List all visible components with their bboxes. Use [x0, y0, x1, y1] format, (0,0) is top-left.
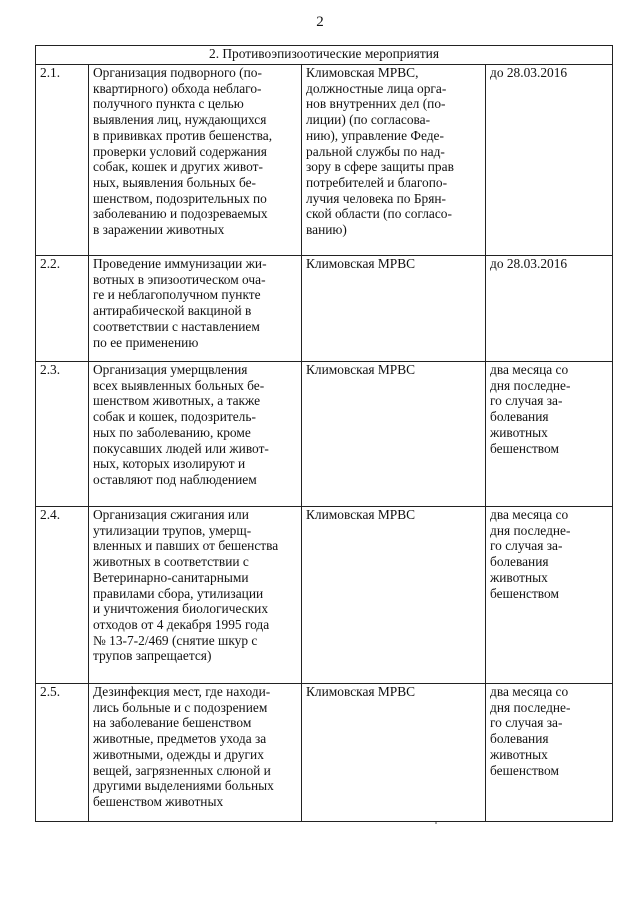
cell-line: бешенством — [490, 762, 559, 778]
cell-line: бешенством — [490, 585, 559, 601]
cell-line: Дезинфекция мест, где находи- — [93, 684, 271, 699]
cell-line: ных, которых изолируют и — [93, 456, 246, 472]
measure-description — [89, 684, 302, 822]
responsible-organization — [302, 507, 486, 684]
row-number: 2.4. — [36, 507, 89, 684]
cell-line: Климовская МРВС, — [306, 65, 419, 80]
cell-line: два месяца со — [490, 362, 569, 377]
cell-line: бешенством — [490, 440, 559, 456]
cell-line: животных — [490, 424, 548, 440]
cell-line: животные, предметов ухода за — [93, 731, 267, 747]
cell-line: должностные лица орга- — [306, 80, 447, 96]
cell-line: заболеванию и подозреваемых — [93, 206, 268, 222]
cell-line: дня последне- — [490, 377, 571, 393]
cell-line: всех выявленных больных бе- — [93, 377, 265, 393]
cell-line: лись больные и с подозрением — [93, 699, 268, 715]
measure-description — [89, 362, 302, 507]
cell-line: болевания — [490, 731, 549, 747]
deadline — [486, 65, 613, 256]
measure-description — [89, 65, 302, 256]
table-row — [36, 65, 613, 256]
cell-line: вотных в эпизоотическом оча- — [93, 271, 266, 287]
cell-line: дня последне- — [490, 699, 571, 715]
cell-line: до 28.03.2016 — [490, 256, 568, 271]
cell-line: собак, кошек и других живот- — [93, 159, 263, 175]
responsible-organization — [302, 65, 486, 256]
cell-line: трупов запрещается) — [93, 648, 212, 664]
cell-line: зору в сфере защиты прав — [306, 159, 454, 175]
row-number: 2.3. — [36, 362, 89, 507]
deadline — [486, 507, 613, 684]
cell-line: го случая за- — [490, 393, 563, 409]
measure-description — [89, 507, 302, 684]
cell-line: квартирного) обхода неблаго- — [93, 80, 262, 96]
responsible-organization — [302, 256, 486, 362]
responsible-organization — [302, 684, 486, 822]
cell-line: животных — [490, 746, 548, 762]
table-row — [36, 256, 613, 362]
cell-line: бешенством животных — [93, 793, 224, 809]
section-header-row — [36, 46, 613, 65]
table-row — [36, 684, 613, 822]
cell-line: в прививках против бешенства, — [93, 127, 273, 143]
cell-line: шенством, подозрительных по — [93, 190, 267, 206]
cell-line: Климовская МРВС — [306, 362, 416, 377]
cell-line: два месяца со — [490, 684, 569, 699]
cell-line: нов внутренних дел (по- — [306, 96, 446, 112]
cell-line: лиции) (по согласова- — [306, 112, 431, 128]
row-number: 2.2. — [36, 256, 89, 362]
cell-line: ных, выявления больных бе- — [93, 174, 257, 190]
row-number: 2.5. — [36, 684, 89, 822]
cell-line: ской области (по согласо- — [306, 206, 452, 222]
cell-line: на заболевание бешенством — [93, 715, 252, 731]
cell-line: оставляют под наблюдением — [93, 471, 257, 487]
cell-line: потребителей и благопо- — [306, 174, 448, 190]
scan-speck — [435, 822, 437, 824]
cell-line: другими выделениями больных — [93, 778, 274, 794]
cell-line: антирабической вакциной в — [93, 303, 252, 319]
cell-line: утилизации трупов, умерщ- — [93, 522, 252, 538]
page-number: 2 — [316, 14, 324, 30]
cell-line: го случая за- — [490, 715, 563, 731]
cell-line: соответствии с наставлением — [93, 318, 260, 334]
cell-line: отходов от 4 декабря 1995 года — [93, 616, 270, 632]
deadline — [486, 362, 613, 507]
cell-line: шенством животных, а также — [93, 393, 261, 409]
cell-line: Ветеринарно-санитарными — [93, 569, 249, 585]
cell-line: ных по заболеванию, кроме — [93, 424, 251, 440]
cell-line: дня последне- — [490, 522, 571, 538]
responsible-organization — [302, 362, 486, 507]
cell-line: вещей, загрязненных слюной и — [93, 762, 271, 778]
cell-line: ральной службы по над- — [306, 143, 445, 159]
cell-line: лучия человека по Брян- — [306, 190, 446, 206]
cell-line: проверки условий содержания — [93, 143, 267, 159]
cell-line: нию), управление Феде- — [306, 127, 444, 143]
cell-line: болевания — [490, 409, 549, 425]
row-number: 2.1. — [36, 65, 89, 256]
cell-line: собак и кошек, подозритель- — [93, 409, 256, 425]
cell-line: вленных и павших от бешенства — [93, 538, 279, 554]
section-title: 2. Противоэпизоотические мероприятия — [36, 46, 613, 65]
cell-line: два месяца со — [490, 507, 569, 522]
cell-line: животными, одежды и других — [93, 746, 264, 762]
cell-line: ге и неблагополучном пункте — [93, 287, 261, 303]
cell-line: и уничтожения биологических — [93, 601, 269, 617]
cell-line: по ее применению — [93, 334, 199, 350]
cell-line: Проведение иммунизации жи- — [93, 256, 267, 271]
cell-line: животных в соответствии с — [93, 554, 249, 570]
cell-line: Организация умерщвления — [93, 362, 248, 377]
cell-line: болевания — [490, 554, 549, 570]
cell-line: выявления лиц, нуждающихся — [93, 112, 267, 128]
cell-line: правилами сбора, утилизации — [93, 585, 264, 601]
deadline — [486, 256, 613, 362]
cell-line: до 28.03.2016 — [490, 65, 568, 80]
cell-line: ванию) — [306, 222, 347, 238]
cell-line: покусавших людей или живот- — [93, 440, 269, 456]
measure-description — [89, 256, 302, 362]
cell-line: Климовская МРВС — [306, 684, 416, 699]
cell-line: Климовская МРВС — [306, 507, 416, 522]
cell-line: в заражении животных — [93, 222, 225, 238]
table-row — [36, 362, 613, 507]
table-row — [36, 507, 613, 684]
deadline — [486, 684, 613, 822]
cell-line: Климовская МРВС — [306, 256, 416, 271]
measures-table — [35, 45, 613, 822]
cell-line: животных — [490, 569, 548, 585]
cell-line: Организация сжигания или — [93, 507, 249, 522]
cell-line: получного пункта с целью — [93, 96, 244, 112]
cell-line: Организация подворного (по- — [93, 65, 262, 80]
cell-line: № 13-7-2/469 (снятие шкур с — [93, 632, 258, 648]
cell-line: го случая за- — [490, 538, 563, 554]
